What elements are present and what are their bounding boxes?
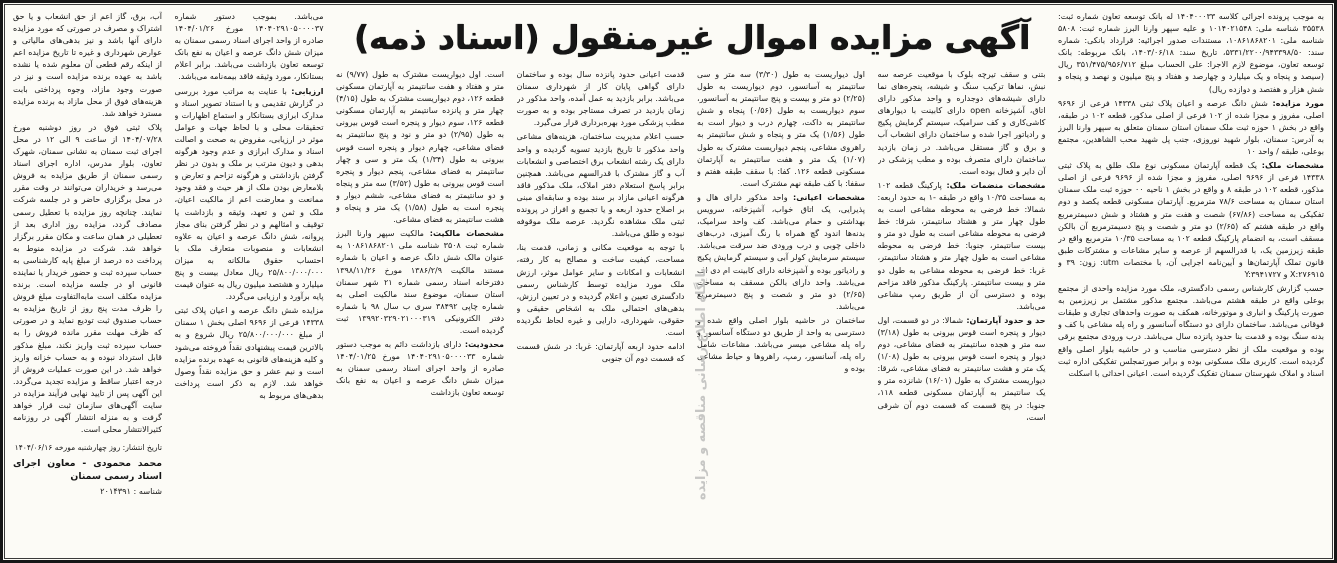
section-heading: مشخصات مالکیت: — [423, 229, 504, 239]
text-column-5 — [336, 11, 504, 552]
notice-paragraph: بتنی و سقف تیرچه بلوک با موقعیت عرصه سه نبش، نماها ترکیب سنگ و شیشه، پنجره‌های نما دارای شیشه‌های دوجداره و واحد مذکور دارای اتاق، آشپزخانه open دارای کابینت با دیوارهای کاشی‌کاری و کف سرامیک، سیستم گرمایش پکیج و رادیاتور اجرا شده و ساختمان دارای انشعاب آب و برق و گاز مستقل می‌باشد. در زمان بازدید ساختمان دارای متصرف بوده و مطب پزشکی در آن دایر و فعال بوده است. — [877, 70, 1046, 176]
notice-paragraph: اول دیواریست به طول (۳/۳۰) سه متر و سی سانتیمتر به آسانسور، دوم دیواریست به طول (۲/۲۵) دو متر و بیست و پنج سانتیمتر به آسانسور، سوم دیواریست به طول (۰/۵۶) پنجاه و شش سانتیمتر به داکت، چهارم درب و دیوار است به طول (۱/۵۶) یک متر و پنجاه و شش سانتیمتر به راهروی مشاعی، پنجم دیواریست مشترک به طول (۱/۰۷) یک متر و هفت سانتیمتر به آپارتمان مسکونی قطعه ۱۲۶. کفا: با سقف طبقه هفتم و سقفا: با کف طبقه نهم مشترک است. — [697, 70, 865, 188]
columns-container — [13, 11, 1324, 552]
notice-paragraph: مزایده شش دانگ عرصه و اعیان پلاک ثبتی ۱۴۳۳۸ فرعی از ۹۶۹۶ اصلی بخش ۱ سمنان از مبلغ ۲۵/۸۰۰/۰۰۰/۰۰۰ ریال شروع و به بالاترین قیمت پیشنهادی نقداً فروخته می‌شود و کلیه هزینه‌های قانونی به عهده برنده مزایده است و نیم عشر و حق مزایده نقداً وصول خواهد شد. لازم به ذکر است پرداخت بدهی‌های مربوط به — [174, 306, 324, 400]
notice-paragraph: مشخصات مالکیت: مالکیت سپهر وارنا البرز شماره ثبت ۳۵۰۸ شناسه ملی ۱۰۸۶۱۸۶۸۲۰۱ به عنوان مالک شش دانگ عرصه و اعیان با شماره مستند مالکیت ۱۳۸۶/۲/۹ مورخ ۱۳۹۸/۱۱/۲۶ دفترخانه اسناد رسمی شماره ۲۱ شهر سمنان استان سمنان، موضوع سند مالکیت اصلی به شماره چاپی ۳۸۴۹۲ سری ب سال ۹۸ با شماره دفتر الکترونیکی ۱۳۹۹۲۰۳۲۹۰۲۱۰۰۰۳۱۹ ثبت گردیده است. — [336, 229, 504, 335]
column-body — [1058, 11, 1324, 380]
signatory-name: محمد محمودی - معاون اجرای اسناد رسمی سمنان — [13, 458, 162, 483]
section-heading: مشخصات ملک: — [1257, 161, 1324, 171]
notice-paragraph: حد و حدود آپارتمان: شمالا: در دو قسمت، اول دیوار و پنجره است قوس بیرونی به طول (۳/۱۸) سه متر و هجده سانتیمتر به فضای مشاعی، دوم دیوار و پنجره است قوس بیرونی به طول (۱/۰۸) یک متر و هشت سانتیمتر به فضای مشاعی، شرقا: دیواریست مشترک به طول (۱۶/۰۱) شانزده متر و یک سانتیمتر به آپارتمان مسکونی قطعه ۱۱۸، جنوبا: در پنج قسمت که قسمت دوم آن شرقی است، — [877, 315, 1046, 422]
notice-paragraph: مورد مزایده: شش دانگ عرصه و اعیان پلاک ثبتی ۱۴۳۳۸ فرعی از ۹۶۹۶ اصلی، مفروز و مجزا شده از ۱۰۲ فرعی از اصلی مذکور، قطعه ۱۰۲ در طبقه، واقع در بخش ۱ حوزه ثبت ملک سمنان استان سمنان متعلق به سپهر وارنا البرز به آدرس: سمنان، بلوار شهید نوروزی، جنب پل شهید محب الشاهدین، مجتمع بوعلی، طبقه / واحد ۱۰ — [1058, 98, 1324, 157]
section-heading: حد و حدود آپارتمان: — [963, 315, 1046, 325]
section-heading: مشخصات منضمات ملک: — [941, 180, 1046, 190]
notice-paragraph: حسب اعلام مدیریت ساختمان، هزینه‌های مشاعی واحد مذکور تا تاریخ بازدید تسویه گردیده و واحد دارای یک رشته انشعاب برق اختصاصی و انشعابات آب و گاز مشترک با قدرالسهم می‌باشد. همچنین برابر پاسخ استعلام دفتر املاک، ملک مذکور فاقد هرگونه اعیانی مازاد بر سند بوده و سابقه‌ای مبنی بر اصلاح حدود اربعه و یا تجمیع و افراز در پرونده ثبتی ملک مشاهده نگردید. عرصه ملک موقوفه نبوده و طلق می‌باشد. — [516, 132, 685, 239]
text-column-2 — [878, 11, 1046, 552]
column-body — [13, 11, 162, 436]
section-heading: محدودیت: — [461, 340, 504, 350]
column-body — [175, 11, 324, 402]
notice-paragraph: مشخصات اعیانی: واحد مذکور دارای هال و پذیرایی، یک اتاق خواب، آشپزخانه، سرویس بهداشتی و حمام می‌باشد. کف واحد سرامیک، بدنه‌ها اندود گچ همراه با رنگ آمیزی، درب‌های داخلی چوبی و درب ورودی ضد سرقت می‌باشد. سیستم سرمایش کولر آبی و سیستم گرمایش پکیج و رادیاتور بوده و آشپزخانه دارای کابینت ام دی اف می‌باشد. واحد دارای بالکن مسقف به مساحت (۲/۶۵) دو متر و شصت و پنج دسیمترمربع می‌باشد. — [697, 192, 865, 311]
notice-paragraph: آب، برق، گاز اعم از حق انشعاب و یا حق اشتراک و مصرف در صورتی که مورد مزایده دارای آنها باشد و نیز بدهی‌های مالیاتی و عوارض شهرداری و غیره تا تاریخ مزایده اعم از اینکه رقم قطعی آن معلوم شده یا نشده باشد به عهده برنده مزایده است و نیز در صورت وجود مازاد، وجوه پرداختی بابت هزینه‌های فوق از محل مازاد به برنده مزایده مسترد خواهد شد. — [13, 12, 162, 118]
text-column-6 — [175, 11, 324, 552]
notice-id: شناسه : ۲۰۱۴۳۹۱ — [100, 486, 162, 497]
column-body — [697, 69, 865, 375]
publish-date: تاریخ انتشار: روز چهارشنبه مورخه ۱۴۰۴/۰۶/۱۶ — [14, 443, 162, 453]
notice-paragraph: مشخصات ملک: یک قطعه آپارتمان مسکونی نوع ملک طلق به پلاک ثبتی ۱۴۳۳۸ فرعی از ۹۶۹۶ اصلی، مفروز و مجزا شده از ۹۶۹۶ فرعی از اصلی مذکور، قطعه ۱۰۲ در طبقه ۸ و واقع در بخش ۱ ناحیه ۰۰ حوزه ثبت ملک سمنان استان سمنان به مساحت ۷۸/۶ مترمربع. آپارتمان مسکونی قطعه یکصد و دوم تفکیکی به مساحت (۶۷/۸۶) شصت و هفت متر و هشتاد و شش دسیمترمربع واقع در طبقه هشتم که (۲/۶۵) دو متر و شصت و پنج دسیمترمربع آن بالکن مسقف است، به انضمام پارکینگ قطعه ۱۰۲ به مساحت ۱۰/۳۵ مترمربع واقع در طبقه زیرزمین یک، با قدرالسهم از عرصه و سایر مشاعات و مشترکات طبق قانون تملک آپارتمان‌ها و آیین‌نامه اجرایی آن، با مختصات utm: زون: ۳۹ و X:۲۷۶۹۱۵ و Y:۳۹۴۱۷۲۷ — [1058, 161, 1324, 279]
notice-paragraph: مشخصات منضمات ملک: پارکینگ قطعه ۱۰۲ به مساحت ۱۰/۳۵ واقع در طبقه -۱ به حدود اربعه: شمالا: خط فرضی به محوطه مشاعی است به طول چهار متر و هشتاد سانتیمتر، شرقا: خط فرضی به محوطه مشاعی است به طول دو متر و بیست سانتیمتر، جنوبا: خط فرضی به محوطه مشاعی است به طول چهار متر و هشتاد سانتیمتر، غربا: خط فرضی به محوطه مشاعی به طول دو متر و بیست سانتیمتر. پارکینگ مذکور فاقد مزاحم بوده و دسترسی آن از طریق رمپ مشاعی می‌باشد. — [877, 180, 1046, 311]
watermark-vertical-text: پایگاه اطلاع رسانی مناقصه و مزایده — [694, 267, 709, 501]
notice-paragraph: ادامه حدود اربعه آپارتمان: غربا: در شش قسمت که قسمت دوم آن جنوبی — [516, 342, 685, 364]
notice-title-text: آگهی مزایده اموال غیرمنقول (اسناد ذمه) — [353, 17, 1031, 57]
section-heading: ارزیابی: — [286, 86, 324, 96]
notice-paragraph: به موجب پرونده اجرائی کلاسه ۱۴۰۴۰۰۰۳۳ له بانک توسعه تعاون شماره ثبت: ۳۵۵۳۸ شناسه ملی: ۱۰۱۴۰۲۱۵۴۸ و علیه سپهر وارنا البرز شماره ثبت: ۵۸۰۸ شناسه ملی: ۱۰۸۶۱۸۶۸۲۰۱، مستندات صدور اجرائیه: قرارداد بانکی: شماره سند: ۵۳۳۱/۲۲۰۰/۹۴۳۳۹۸/۵۰، تاریخ سند: ۱۴۰۳/۰۶/۱۸، بانک مربوطه: بانک توسعه تعاون، موضوع لازم الاجرا: علی الحساب مبلغ ۳۵۱/۴۷۵/۹۵۶/۷۱۲ ریال (سیصد و پنجاه و یک میلیارد و چهارصد و هفتاد و پنج میلیون و نهصد و پنجاه و شش هزار و هفتصد و دوازده ریال) — [1058, 12, 1324, 94]
text-column-7 — [13, 11, 162, 552]
section-heading: مشخصات اعیانی: — [787, 192, 865, 202]
notice-paragraph: ارزیابی: با عنایت به مراتب مورد بررسی در گزارش تقدیمی و با استناد تصویر اسناد و مدارک ابرازی بستانکار و استماع اظهارات و تحقیقات محلی و با لحاظ جهات و عوامل موثر در ارزیابی، مفروض به صحت و اصالت اسناد و مدارک ابرازی و عدم وجود هرگونه بدهی و دیون مترتب بر ملک و بدون در نظر گرفتن بازداشتی و هرگونه تزاحم و تعارض و بلامعارض بودن ملک از هر حیث و فقد وجود ممانعت و معارضت اعم از مالکیت اعیان، ملک و ثمن و تعهد، وثیقه و بازداشت یا توقیف و امثالهم و در نظر گرفتن بنای مجاز پروانه، شش دانگ عرصه و اعیان به علاوه انشعابات و منصوبات متعارف ملک با احتساب حقوق مالکانه به میزان ۲۵/۸۰۰/۰۰۰/۰۰۰ ریال معادل بیست و پنج میلیارد و هشتصد میلیون ریال به عنوان قیمت پایه برآورد و ارزیابی می‌گردد. — [174, 86, 324, 302]
section-heading: مورد مزایده: — [1267, 98, 1324, 108]
notice-paragraph: با توجه به موقعیت مکانی و زمانی، قدمت بنا، مساحت، کیفیت ساخت و مصالح به کار رفته، انشعابات و امکانات و سایر عوامل موثر، ارزش ملک مورد مزایده توسط کارشناس رسمی دادگستری تعیین و اعلام گردیده و در تعیین ارزش، بدهی‌های احتمالی ملک به اشخاص حقیقی و حقوقی، شهرداری، دارایی و غیره لحاظ نگردیده است. — [516, 243, 685, 337]
text-column-4 — [517, 11, 685, 552]
notice-paragraph: پلاک ثبتی فوق در روز دوشنبه مورخ ۱۴۰۴/۰۷/۲۸ از ساعت ۹ الی ۱۲ در محل اجرای ثبت سمنان به نشانی سمنان، شهرک تعاون، بلوار مدرس، اداره اجرای اسناد رسمی سمنان از طریق مزایده به فروش می‌رسد و خریداران می‌توانند در وقت مقرر در محل برگزاری حاضر و در جلسه شرکت نمایند. چنانچه روز مزایده با تعطیل رسمی مصادف گردد، مزایده روز اداری بعد از تعطیلی در همان ساعت و مکان مقرر برگزار خواهد شد. شرکت در مزایده منوط به پرداخت ده درصد از مبلغ پایه کارشناسی به حساب سپرده ثبت و حضور خریدار یا نماینده قانونی او در جلسه مزایده است. برنده مزایده مکلف است مابه‌التفاوت مبلغ فروش را ظرف مدت پنج روز از تاریخ مزایده به حساب صندوق ثبت تودیع نماید و در صورتی که ظرف مهلت مقرر مانده فروش را به حساب سپرده ثبت واریز نکند، مبلغ مذکور قابل استرداد نبوده و به حساب خزانه واریز خواهد شد. در این صورت عملیات فروش از درجه اعتبار ساقط و مزایده تجدید می‌گردد. این آگهی پس از تایید نهایی فرآیند مزایده در سایت آگهی‌های سازمان ثبت قرار خواهد گرفت و به منزله انتشار آگهی در روزنامه کثیرالانتشار محلی است. — [13, 122, 162, 435]
column-body — [336, 69, 504, 400]
column-body — [878, 69, 1046, 424]
text-column-1 — [1058, 11, 1324, 552]
notice-paragraph: ساختمان در حاشیه بلوار اصلی واقع شده و دسترسی به واحد از طریق دو دستگاه آسانسور و راه پله مشاعی میسر می‌باشد. مشاعات شامل راه پله، آسانسور، رمپ، راهروها و حیاط مشاعی بوده و — [697, 315, 865, 374]
notice-paragraph: حسب گزارش کارشناس رسمی دادگستری، ملک مورد مزایده واحدی از مجتمع بوعلی واقع در طبقه هشتم می‌باشد. مجتمع مذکور مشتمل بر زیرزمین به صورت پارکینگ و انباری و موتورخانه، همکف به صورت واحدهای تجاری و طبقات فوقانی می‌باشد. ساختمان دارای دو دستگاه آسانسور و راه پله مشاعی با کف و بدنه سنگ بوده و قدمت بنا حدود پانزده سال می‌باشد. درب ورودی مجتمع برقی بوده و موقعیت ملک از نظر دسترسی مناسب و در حاشیه بلوار اصلی واقع گردیده است. کاربری ملک مسکونی بوده و برابر صورتمجلس تفکیکی اداره ثبت اسناد و املاک شهرستان سمنان تفکیک گردیده است. اعیانی احداثی با اسکلت — [1058, 284, 1324, 378]
signature-block — [13, 442, 162, 497]
notice-paragraph: است. اول دیواریست مشترک به طول (۹/۷۷) نه متر و هفتاد و هفت سانتیمتر به آپارتمان مسکونی قطعه ۱۲۶، دوم دیواریست مشترک به طول (۴/۱۵) چهار متر و پانزده سانتیمتر به آپارتمان مسکونی قطعه ۱۲۶، سوم دیوار و پنجره است قوس بیرونی به طول (۲/۹۵) دو متر و نود و پنج سانتیمتر به فضای مشاعی، چهارم دیوار و پنجره است قوس بیرونی به طول (۱/۳۴) یک متر و سی و چهار سانتیمتر به فضای مشاعی، پنجم دیوار و پنجره است قوس بیرونی به طول (۳/۵۲) سه متر و پنجاه و دو سانتیمتر به فضای مشاعی، ششم دیوار و پنجره است به طول (۱/۵۸) یک متر و پنجاه و هشت سانتیمتر به فضای مشاعی. — [336, 70, 504, 225]
notice-paragraph: می‌باشد. بموجب دستور شماره ۱۴۰۴۰۲۹۱۰۵۰۰۰۰۳۷ مورخ ۱۴۰۴/۰۱/۲۶ صادره از واحد اجرای اسناد رسمی سمنان به میزان شش دانگ عرصه و اعیان به نفع بانک توسعه تعاون بازداشت می‌باشد. برابر اعلام بستانکار، مورد وثیقه فاقد بیمه‌نامه می‌باشد. — [174, 12, 324, 82]
notice-paragraph: محدودیت: دارای بازداشت دائم به موجب دستور شماره ۱۴۰۴۰۲۹۱۰۵۰۰۰۰۳۳ مورخ ۱۴۰۴/۰۱/۲۵ صادره از واحد اجرای اسناد رسمی سمنان به میزان شش دانگ عرصه و اعیان به نفع بانک توسعه تعاون بازداشت — [336, 340, 504, 398]
column-body — [517, 69, 685, 365]
notice-paragraph: قدمت اعیانی حدود پانزده سال بوده و ساختمان دارای گواهی پایان کار از شهرداری سمنان می‌باشد. برابر بازدید به عمل آمده، واحد مذکور در زمان بازدید در تصرف مستاجر بوده و به صورت مطب پزشکی مورد بهره‌برداری قرار می‌گیرد. — [516, 70, 685, 128]
text-column-3 — [697, 11, 865, 552]
